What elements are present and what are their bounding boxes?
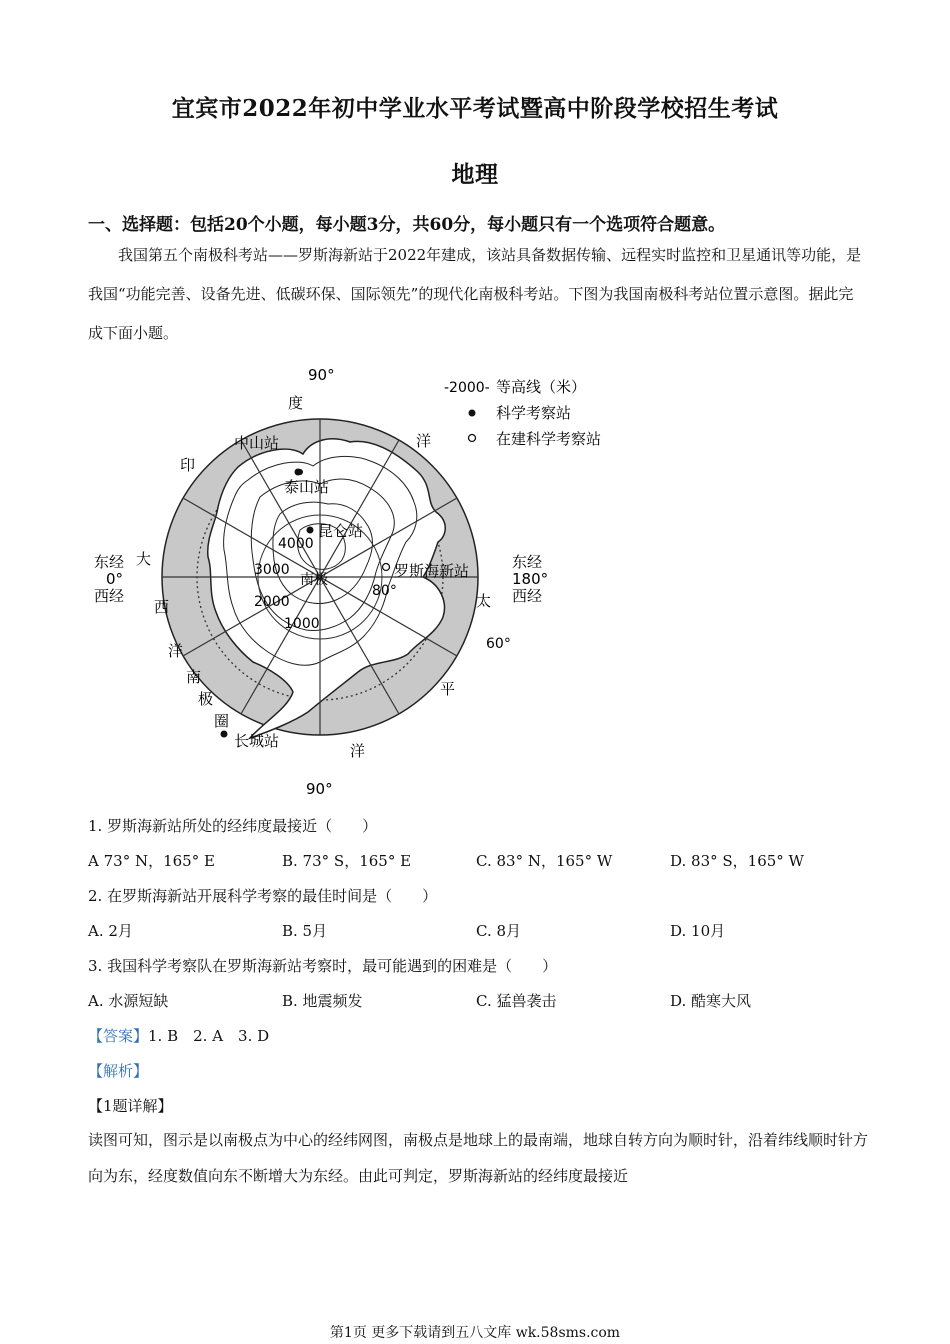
contour-label-1000: 1000 xyxy=(284,616,320,632)
circle-label-3: 圈 xyxy=(214,712,230,730)
lon-left-west: 西经 xyxy=(94,587,125,605)
contour-label-2000: 2000 xyxy=(254,594,290,610)
section-heading: 一、选择题：包括20个小题，每小题3分，共60分，每小题只有一个选项符合题意。 xyxy=(88,215,726,235)
circle-label-2: 极 xyxy=(198,690,214,708)
ocean-pacific-2: 平 xyxy=(440,680,456,698)
page-footer: 第1页 更多下载请到五八文库 wk.58sms.com xyxy=(329,1325,621,1341)
q1-option-d[interactable]: D. 83° S，165° W xyxy=(670,852,804,870)
ocean-pacific-3: 洋 xyxy=(350,742,366,760)
rossnew-station-marker xyxy=(383,564,390,571)
q2-option-c[interactable]: C. 8月 xyxy=(476,922,522,940)
station-changcheng: 长城站 xyxy=(234,732,280,750)
taishan-station-dot xyxy=(297,469,303,475)
legend-building-marker xyxy=(469,435,476,442)
ocean-atlantic-3: 洋 xyxy=(168,642,184,660)
detail-text: 读图可知，图示是以南极点为中心的经纬网图，南极点是地球上的最南端，地球自转方向为顺时针，沿着纬线顺时针方向为东，经度数值向东不断增大为东经。由此可判定，罗斯海新站的经纬度最接近 xyxy=(88,1131,869,1185)
ocean-indian-3: 洋 xyxy=(416,432,432,450)
lon-label-bottom: 90° xyxy=(306,780,333,798)
changcheng-station-dot xyxy=(221,731,228,738)
lon-label-top: 90° xyxy=(308,366,335,384)
station-taishan: 泰山站 xyxy=(284,478,330,496)
q2-option-d[interactable]: D. 10月 xyxy=(670,922,726,940)
south-pole-label: 南极 xyxy=(300,572,328,588)
legend-building-label: 在建科学考察站 xyxy=(496,430,602,448)
ocean-atlantic-1: 大 xyxy=(136,550,152,568)
question-1-stem: 1. 罗斯海新站所处的经纬度最接近（ ） xyxy=(88,817,378,835)
q3-option-d[interactable]: D. 酷寒大风 xyxy=(670,992,752,1010)
lat-80-label: 80° xyxy=(372,583,397,599)
kunlun-station-dot xyxy=(307,527,314,534)
lon-right-east: 东经 xyxy=(512,553,543,571)
q1-option-b[interactable]: B. 73° S，165° E xyxy=(282,852,412,870)
legend-station-label: 科学考察站 xyxy=(496,404,572,422)
q3-option-c[interactable]: C. 猛兽袭击 xyxy=(476,992,557,1010)
question-2-stem: 2. 在罗斯海新站开展科学考察的最佳时间是（ ） xyxy=(88,887,438,905)
detail-label: 【1题详解】 xyxy=(88,1097,173,1115)
ocean-indian-2: 度 xyxy=(288,394,304,412)
ocean-pacific-1: 太 xyxy=(476,592,492,610)
station-rossnew: 罗斯海新站 xyxy=(394,562,470,580)
page-title: 宜宾市2022年初中学业水平考试暨高中阶段学校招生考试 xyxy=(171,95,779,122)
legend-station-dot xyxy=(469,410,476,417)
q1-option-c[interactable]: C. 83° N，165° W xyxy=(476,852,613,870)
q2-option-b[interactable]: B. 5月 xyxy=(282,922,328,940)
legend-contour-label: 等高线（米） xyxy=(496,378,587,396)
antarctic-map xyxy=(88,362,628,802)
subject-title: 地理 xyxy=(451,161,499,188)
intro-paragraph: 我国第五个南极科考站——罗斯海新站于2022年建成，该站具备数据传输、远程实时监控和卫星通讯等功能，是我国“功能完善、设备先进、低碳环保、国际领先”的现代化南极科考站。下图为我国南极科考站位置示意图。据此完成下面小题。 xyxy=(88,246,862,342)
station-kunlun: 昆仑站 xyxy=(318,522,364,540)
analysis-label: 【解析】 xyxy=(88,1062,149,1080)
answer-text: 1. B 2. A 3. D xyxy=(148,1027,270,1045)
answer-label: 【答案】 xyxy=(88,1027,149,1045)
lon-right-west: 西经 xyxy=(512,587,543,605)
lon-right-180: 180° xyxy=(512,570,549,588)
ocean-atlantic-2: 西 xyxy=(154,598,170,616)
q1-option-a[interactable]: A 73° N，165° E xyxy=(88,852,215,870)
lat-60-label: 60° xyxy=(486,636,511,652)
station-zhongshan: 中山站 xyxy=(234,434,280,452)
lon-left-east: 东经 xyxy=(94,553,125,571)
q3-option-b[interactable]: B. 地震频发 xyxy=(282,992,363,1010)
contour-label-4000: 4000 xyxy=(278,536,314,552)
contour-label-3000: 3000 xyxy=(254,562,290,578)
q2-option-a[interactable]: A. 2月 xyxy=(88,922,133,940)
ocean-indian-1: 印 xyxy=(180,456,196,474)
question-3-stem: 3. 我国科学考察队在罗斯海新站考察时，最可能遇到的困难是（ ） xyxy=(88,957,558,975)
lon-left-0: 0° xyxy=(106,570,124,588)
answer-row xyxy=(88,1025,269,1046)
circle-label-1: 南 xyxy=(186,668,202,686)
q3-option-a[interactable]: A. 水源短缺 xyxy=(88,992,169,1010)
legend-contour-sample: -2000- xyxy=(444,380,490,396)
